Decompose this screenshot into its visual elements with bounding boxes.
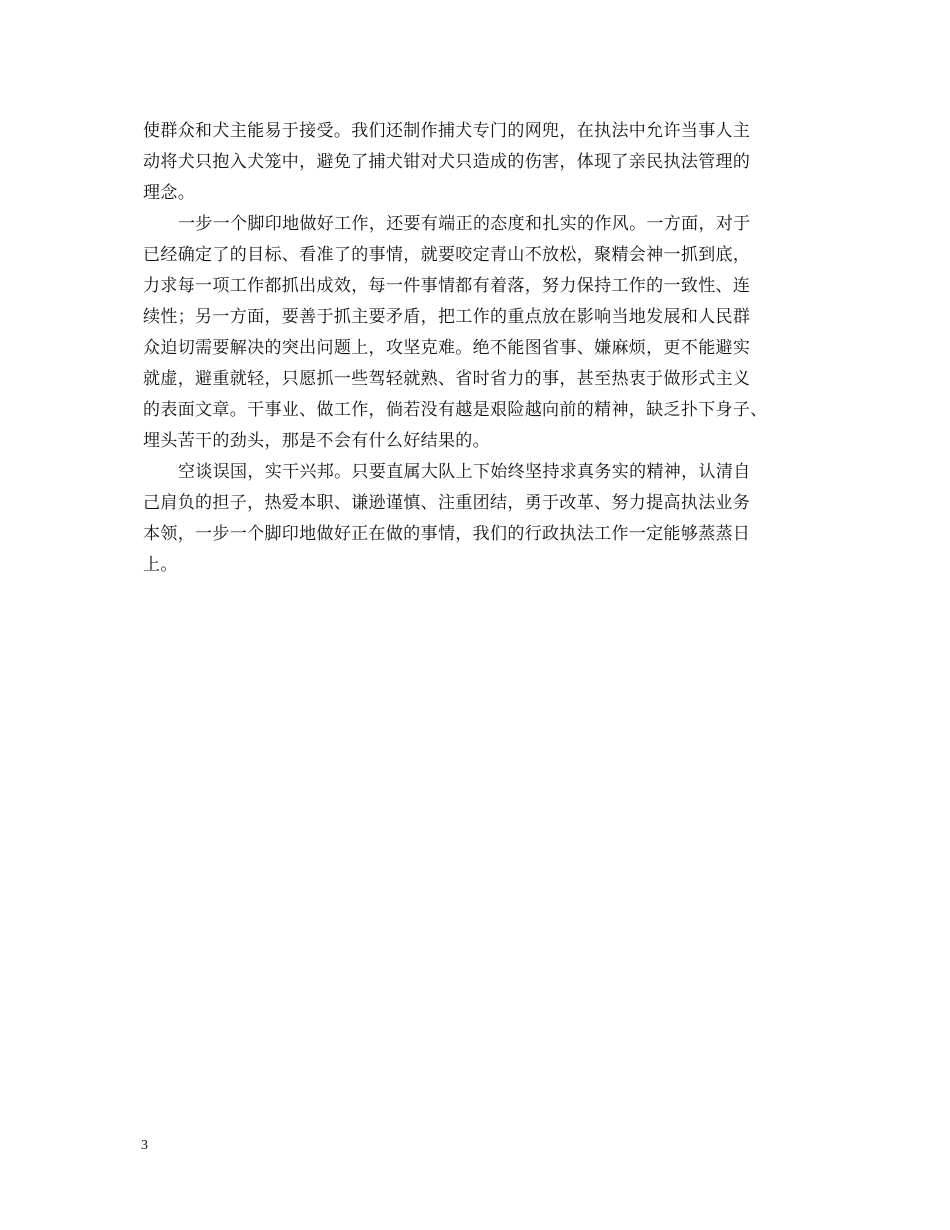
text-line: 众迫切需要解决的突出问题上，攻坚克难。绝不能图省事、嫌麻烦，更不能避实 bbox=[143, 338, 751, 358]
document-body bbox=[143, 116, 811, 581]
paragraph-1 bbox=[143, 116, 811, 209]
text-line: 已经确定了的目标、看准了的事情，就要咬定青山不放松，聚精会神一抓到底， bbox=[143, 245, 751, 265]
text-line: 的表面文章。干事业、做工作，倘若没有越是艰险越向前的精神，缺乏扑下身子、 bbox=[143, 400, 768, 420]
text-line: 续性；另一方面，要善于抓主要矛盾，把工作的重点放在影响当地发展和人民群 bbox=[143, 307, 751, 327]
text-line: 空谈误国，实干兴邦。只要直属大队上下始终坚持求真务实的精神，认清自 bbox=[178, 462, 751, 482]
paragraph-3 bbox=[143, 457, 811, 581]
text-line: 上。 bbox=[143, 555, 178, 575]
text-line: 一步一个脚印地做好工作，还要有端正的态度和扎实的作风。一方面，对于 bbox=[178, 214, 751, 234]
text-line: 就虚，避重就轻，只愿抓一些驾轻就熟、省时省力的事，甚至热衷于做形式主义 bbox=[143, 369, 751, 389]
text-line: 力求每一项工作都抓出成效，每一件事情都有着落，努力保持工作的一致性、连 bbox=[143, 276, 751, 296]
text-line: 理念。 bbox=[143, 183, 196, 203]
page-number: 3 bbox=[141, 1138, 148, 1153]
text-line: 动将犬只抱入犬笼中，避免了捕犬钳对犬只造成的伤害，体现了亲民执法管理的 bbox=[143, 152, 751, 172]
text-line: 埋头苦干的劲头，那是不会有什么好结果的。 bbox=[143, 431, 490, 451]
text-line: 己肩负的担子，热爱本职、谦逊谨慎、注重团结，勇于改革、努力提高执法业务 bbox=[143, 493, 751, 513]
text-line: 使群众和犬主能易于接受。我们还制作捕犬专门的网兜，在执法中允许当事人主 bbox=[143, 121, 751, 141]
text-line: 本领，一步一个脚印地做好正在做的事情，我们的行政执法工作一定能够蒸蒸日 bbox=[143, 524, 751, 544]
paragraph-2 bbox=[143, 209, 811, 457]
